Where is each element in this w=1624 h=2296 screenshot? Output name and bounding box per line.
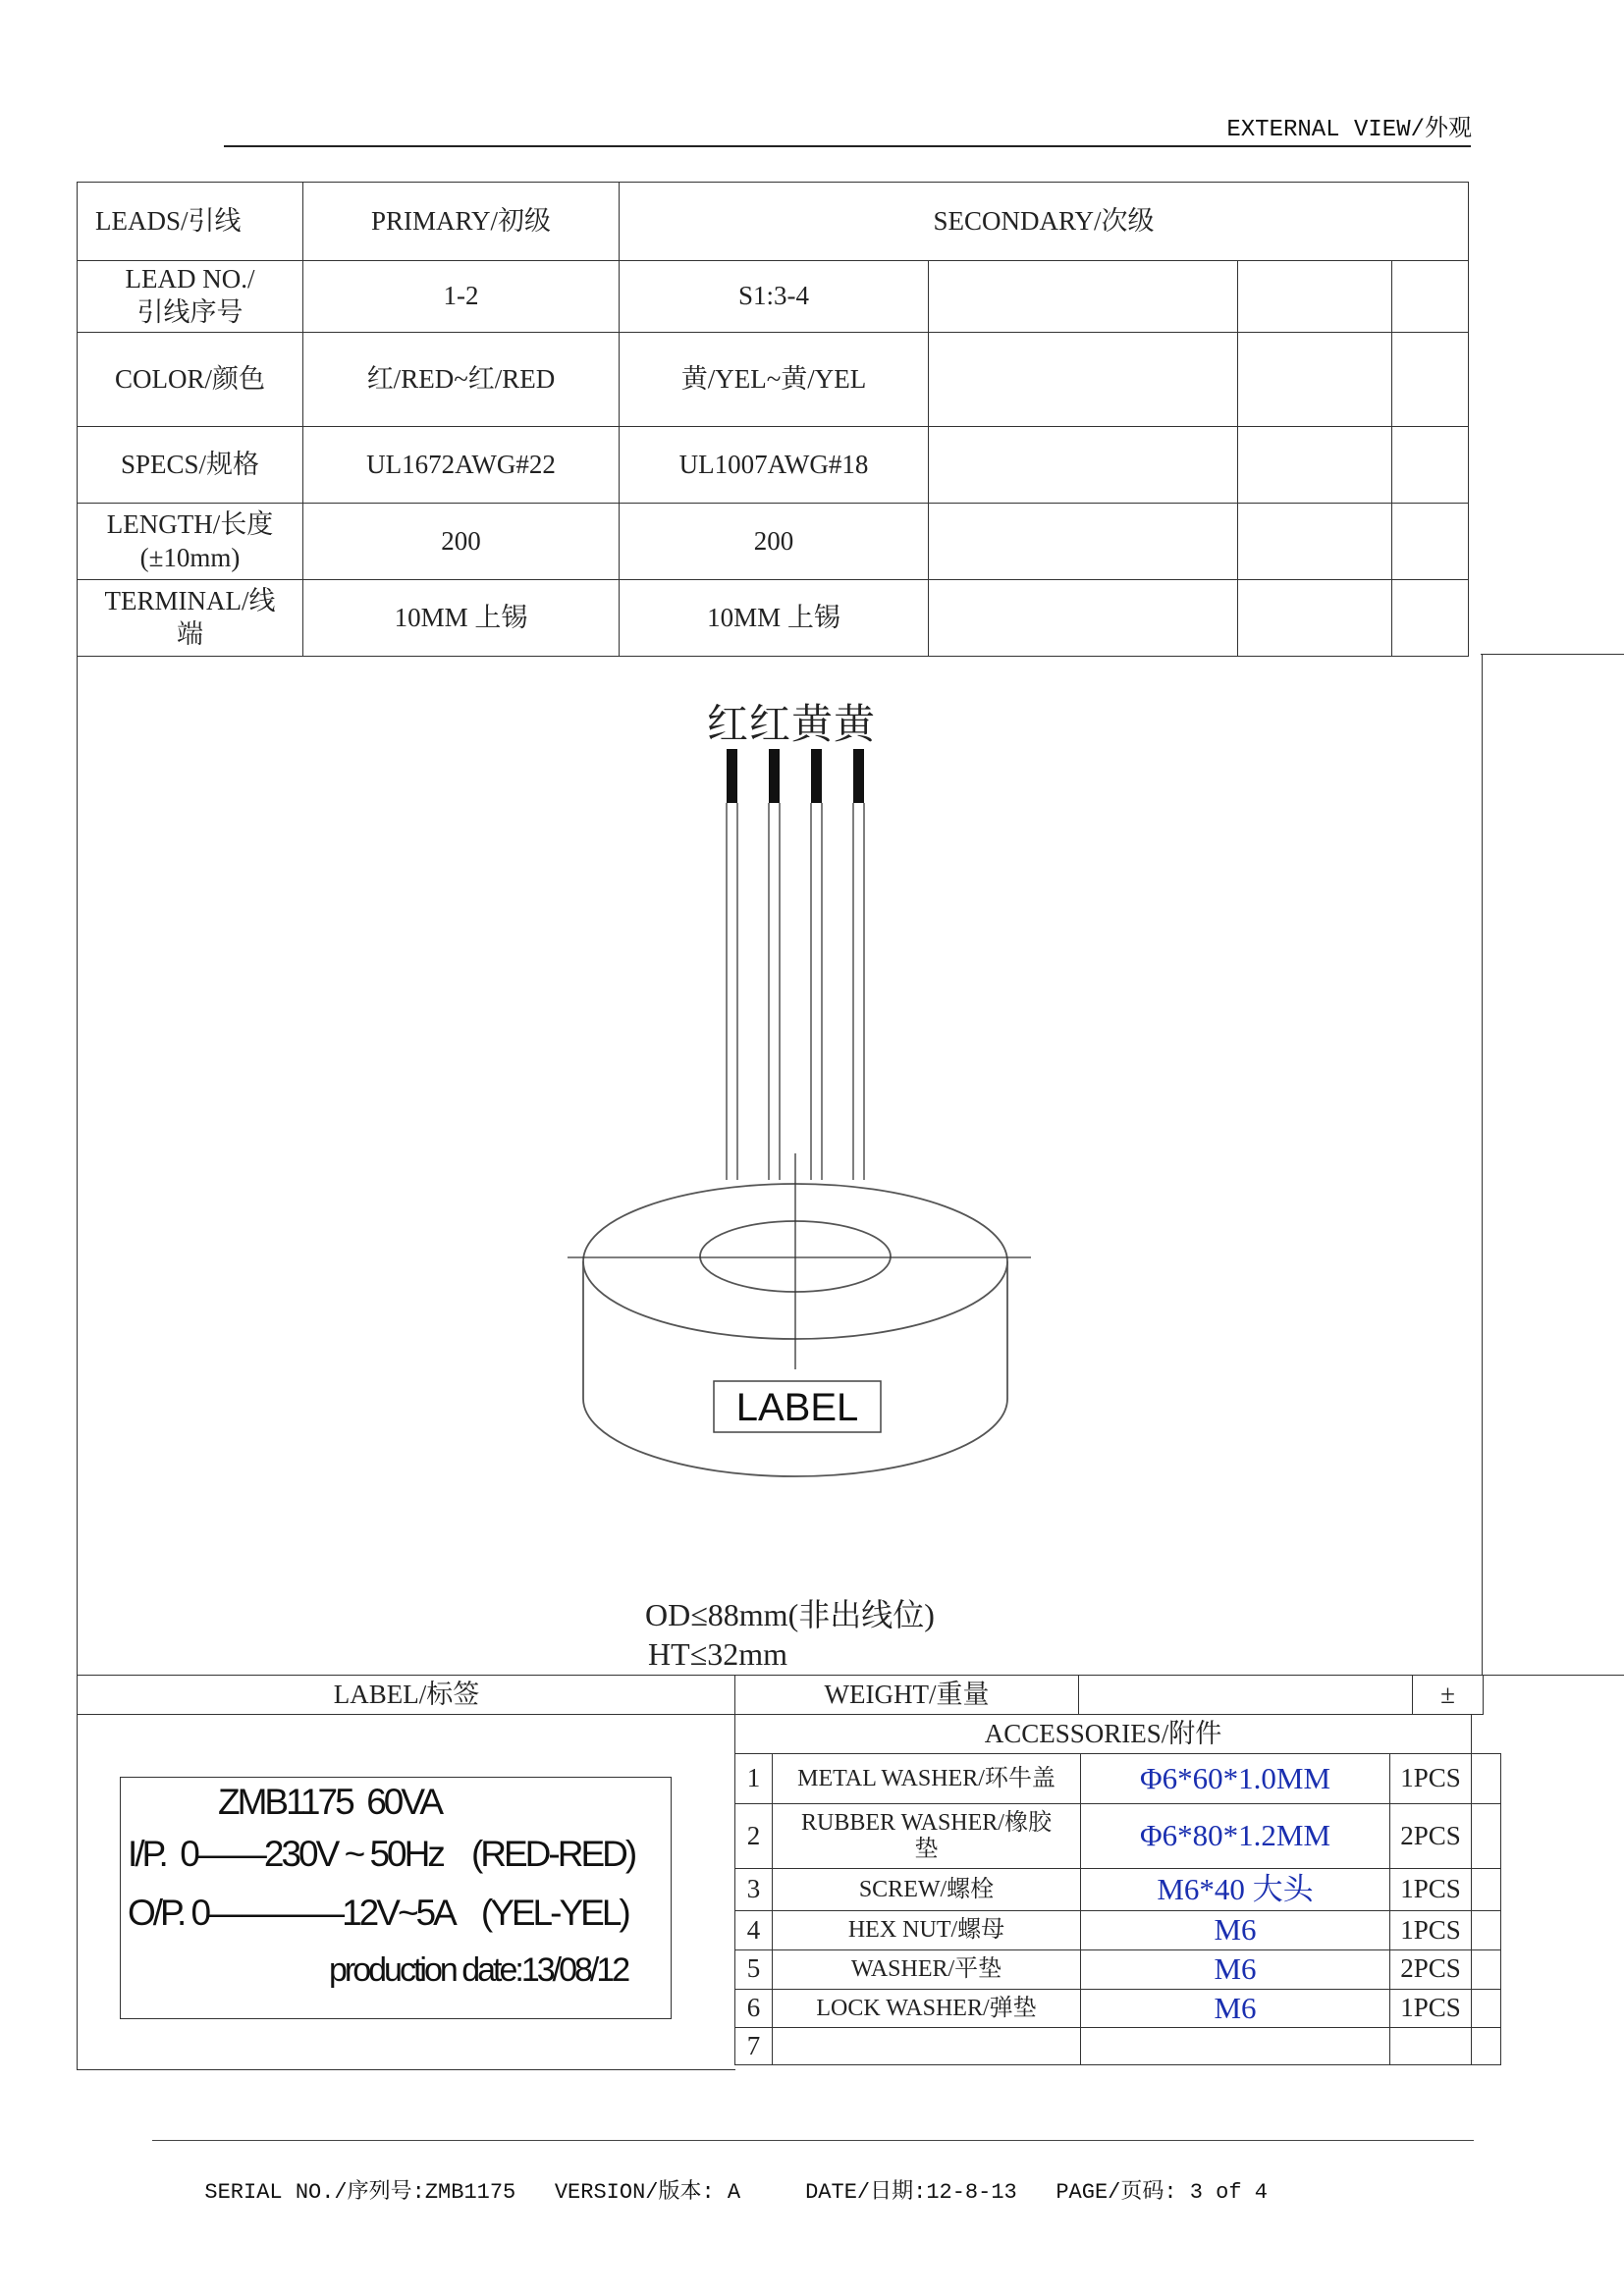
accessory-name: METAL WASHER/环牛盖 <box>773 1754 1081 1804</box>
empty-cell <box>929 333 1238 427</box>
leads-row-color <box>78 333 1469 427</box>
accessory-row <box>735 1949 1501 1989</box>
wire-tip-2 <box>769 749 780 803</box>
weight-table <box>734 1675 1484 1715</box>
empty-cell <box>929 261 1238 333</box>
wire-3 <box>811 803 822 1180</box>
empty-cell <box>1472 1869 1501 1911</box>
toroid-label-text: LABEL <box>735 1386 859 1429</box>
empty-cell <box>1238 427 1392 504</box>
leads-header-secondary: SECONDARY/次级 <box>620 183 1469 261</box>
leads-table <box>77 182 1469 657</box>
empty-cell <box>1238 261 1392 333</box>
accessory-name: RUBBER WASHER/橡胶 垫 <box>773 1804 1081 1869</box>
leads-row-specs <box>78 427 1469 504</box>
footer-bar <box>179 2150 1268 2205</box>
color-label: COLOR/颜色 <box>78 333 303 427</box>
lead-no-label: LEAD NO./ 引线序号 <box>78 261 303 333</box>
accessory-row <box>735 1989 1501 2028</box>
accessory-spec: Φ6*60*1.0MM <box>1081 1754 1390 1804</box>
footer-serial: SERIAL NO./序列号:ZMB1175 <box>204 2180 516 2205</box>
accessory-row <box>735 2028 1501 2065</box>
empty-cell <box>1472 1949 1501 1989</box>
wire-4 <box>853 803 864 1180</box>
accessory-row <box>735 1911 1501 1950</box>
wire-colors-label: 红红黄黄 <box>707 703 877 748</box>
accessory-spec: M6 <box>1081 1911 1390 1950</box>
leads-header-label: LEADS/引线 <box>78 183 303 261</box>
lead-no-primary: 1-2 <box>303 261 620 333</box>
specs-primary: UL1672AWG#22 <box>303 427 620 504</box>
empty-cell <box>1472 1804 1501 1869</box>
empty-cell <box>929 427 1238 504</box>
accessory-name: HEX NUT/螺母 <box>773 1911 1081 1950</box>
accessory-spec: M6*40 大头 <box>1081 1869 1390 1911</box>
label-line-production-date: production date:13/08/12 <box>329 1951 628 1989</box>
page-header-title: EXTERNAL VIEW/外观 <box>1226 117 1472 143</box>
empty-cell <box>1472 2028 1501 2065</box>
accessory-qty: 2PCS <box>1390 1804 1472 1869</box>
leads-row-lead-no <box>78 261 1469 333</box>
od-note: OD≤88mm(非出线位) <box>645 1597 935 1632</box>
empty-cell <box>1472 1989 1501 2028</box>
accessory-spec: M6 <box>1081 1989 1390 2028</box>
accessory-qty: 2PCS <box>1390 1949 1472 1989</box>
accessory-qty: 1PCS <box>1390 1911 1472 1950</box>
empty-cell <box>1472 1715 1501 1754</box>
terminal-secondary: 10MM 上锡 <box>620 580 929 657</box>
footer-rule <box>152 2140 1474 2141</box>
accessory-spec <box>1081 2028 1390 2065</box>
wire-tip-4 <box>853 749 864 803</box>
accessory-row <box>735 1869 1501 1911</box>
color-secondary: 黄/YEL~黄/YEL <box>620 333 929 427</box>
lead-no-secondary: S1:3-4 <box>620 261 929 333</box>
leads-row-length <box>78 504 1469 580</box>
accessory-spec: M6 <box>1081 1949 1390 1989</box>
specs-secondary: UL1007AWG#18 <box>620 427 929 504</box>
terminal-primary: 10MM 上锡 <box>303 580 620 657</box>
footer-version: VERSION/版本: A <box>554 2180 741 2205</box>
weight-right-extension <box>1481 1675 1624 1676</box>
empty-cell <box>929 504 1238 580</box>
accessory-qty: 1PCS <box>1390 1754 1472 1804</box>
label-heading: LABEL/标签 <box>333 1680 480 1709</box>
ht-note: HT≤32mm <box>648 1636 787 1672</box>
weight-label: WEIGHT/重量 <box>735 1676 1079 1715</box>
terminal-label: TERMINAL/线 端 <box>78 580 303 657</box>
accessory-name <box>773 2028 1081 2065</box>
accessory-row <box>735 1804 1501 1869</box>
empty-cell <box>1392 333 1469 427</box>
accessory-qty <box>1390 2028 1472 2065</box>
empty-cell <box>1472 1911 1501 1950</box>
accessory-no: 2 <box>735 1804 773 1869</box>
accessory-no: 7 <box>735 2028 773 2065</box>
accessory-no: 6 <box>735 1989 773 2028</box>
wire-2 <box>769 803 780 1180</box>
empty-cell <box>1392 504 1469 580</box>
empty-cell <box>1392 580 1469 657</box>
label-line-model: ZMB1175 60VA <box>218 1782 441 1822</box>
accessories-heading: ACCESSORIES/附件 <box>735 1715 1472 1754</box>
drawing-frame-right-extension <box>1481 654 1624 655</box>
accessory-name: SCREW/螺栓 <box>773 1869 1081 1911</box>
empty-cell <box>1238 504 1392 580</box>
accessory-no: 4 <box>735 1911 773 1950</box>
accessory-no: 5 <box>735 1949 773 1989</box>
specs-label: SPECS/规格 <box>78 427 303 504</box>
wire-1 <box>727 803 737 1180</box>
accessory-spec: Φ6*80*1.2MM <box>1081 1804 1390 1869</box>
empty-cell <box>929 580 1238 657</box>
leads-header-primary: PRIMARY/初级 <box>303 183 620 261</box>
accessory-name: LOCK WASHER/弹垫 <box>773 1989 1081 2028</box>
footer-date: DATE/日期:12-8-13 <box>805 2180 1017 2205</box>
accessory-no: 1 <box>735 1754 773 1804</box>
accessory-no: 3 <box>735 1869 773 1911</box>
empty-cell <box>1238 580 1392 657</box>
leads-row-terminal <box>78 580 1469 657</box>
accessory-qty: 1PCS <box>1390 1989 1472 2028</box>
color-primary: 红/RED~红/RED <box>303 333 620 427</box>
wire-tip-1 <box>727 749 737 803</box>
wire-tip-3 <box>811 749 822 803</box>
label-line-input: I/P. 0——230V ~ 50Hz (RED-RED) <box>128 1834 635 1874</box>
length-secondary: 200 <box>620 504 929 580</box>
weight-tolerance: ± <box>1413 1676 1484 1715</box>
accessory-name: WASHER/平垫 <box>773 1949 1081 1989</box>
empty-cell <box>1392 261 1469 333</box>
accessory-qty: 1PCS <box>1390 1869 1472 1911</box>
leads-row-header <box>78 183 1469 261</box>
footer-page: PAGE/页码: 3 of 4 <box>1056 2180 1268 2205</box>
toroid-transformer-drawing <box>550 741 1060 1487</box>
empty-cell <box>1238 333 1392 427</box>
length-primary: 200 <box>303 504 620 580</box>
weight-value <box>1079 1676 1413 1715</box>
header-rule <box>224 145 1471 147</box>
accessory-row <box>735 1754 1501 1804</box>
empty-cell <box>1472 1754 1501 1804</box>
empty-cell <box>1392 427 1469 504</box>
label-line-output: O/P. 0————12V~5A (YEL-YEL) <box>128 1893 628 1933</box>
length-label: LENGTH/长度 (±10mm) <box>78 504 303 580</box>
accessories-table <box>734 1714 1501 2065</box>
